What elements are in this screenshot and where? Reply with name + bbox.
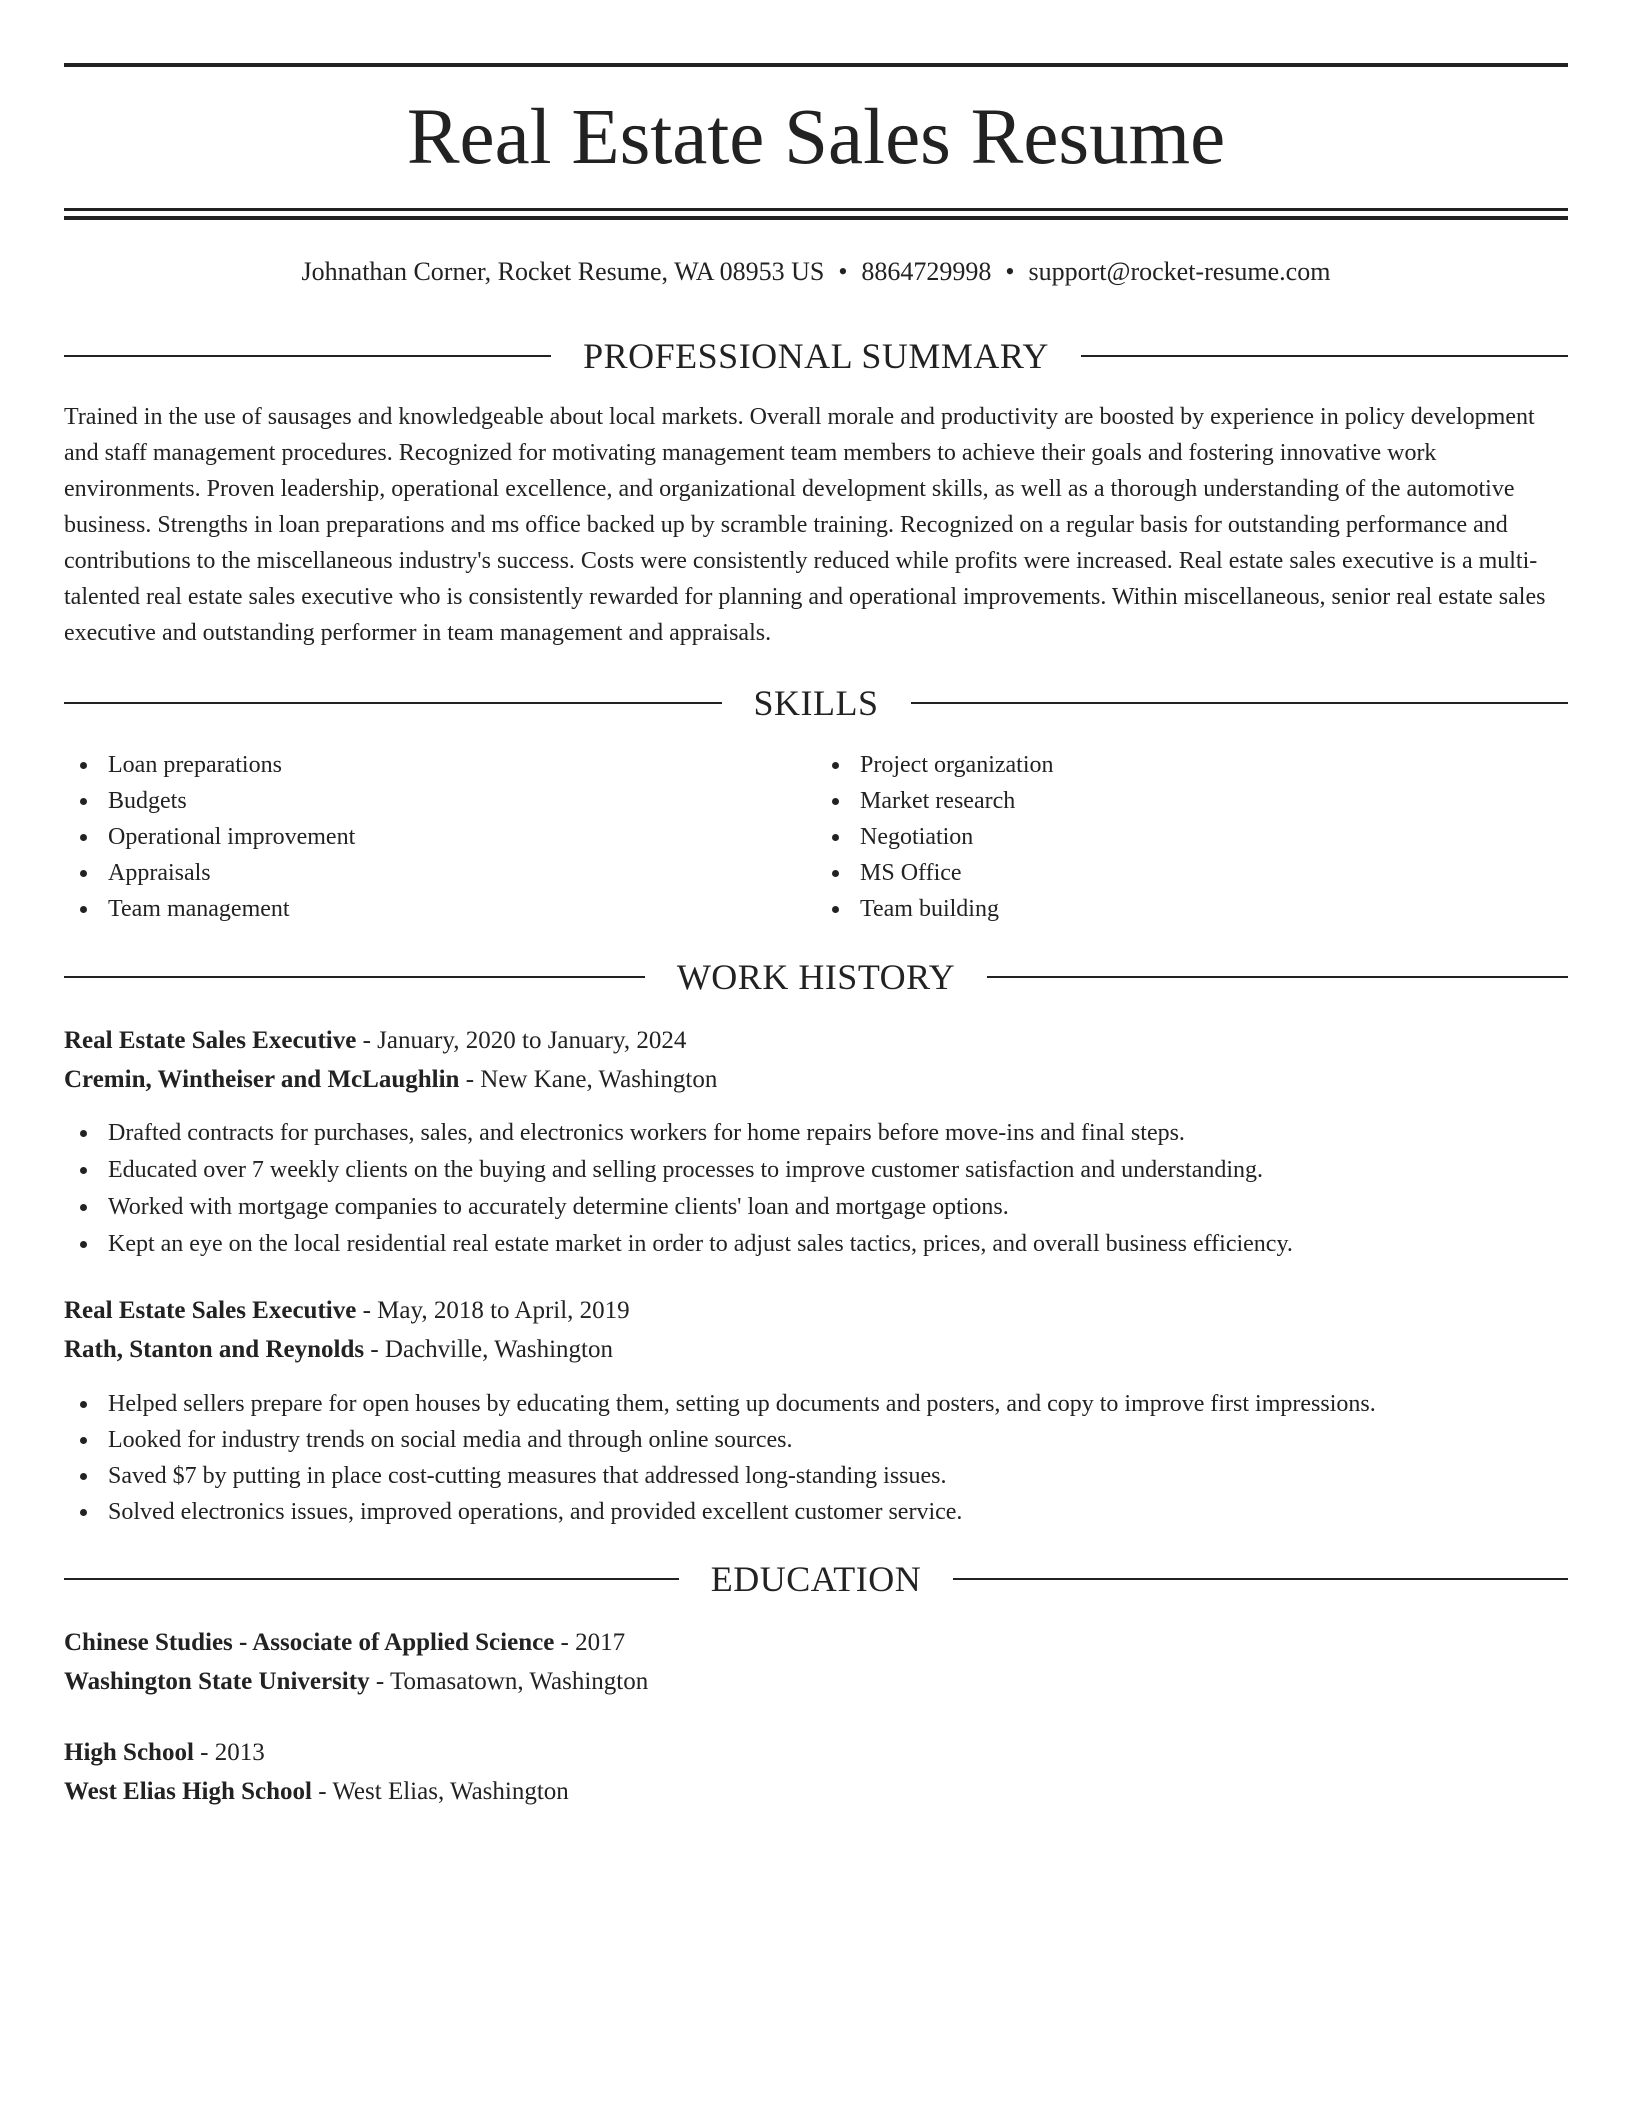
duty-item: Solved electronics issues, improved operations, and provided excellent customer service. (64, 1494, 1568, 1530)
skill-item: Negotiation (816, 819, 1568, 855)
skill-item: Operational improvement (64, 819, 816, 855)
skills-column-left (64, 747, 816, 927)
section-title: SKILLS (753, 683, 879, 723)
job-title: Real Estate Sales Executive (64, 1027, 357, 1054)
top-rule (64, 63, 1568, 67)
contact-email: support@rocket-resume.com (1028, 257, 1331, 286)
skill-item: Budgets (64, 783, 816, 819)
education-entry (64, 1623, 1568, 1701)
job-title-line (64, 1291, 1568, 1330)
job-company-line (64, 1330, 1568, 1369)
job-dates: - January, 2020 to January, 2024 (356, 1027, 687, 1054)
contact-line (64, 254, 1568, 290)
contact-phone: 8864729998 (861, 257, 992, 286)
contact-separator: • (838, 257, 848, 286)
summary-heading (64, 334, 1568, 378)
skill-item: Team building (816, 891, 1568, 927)
graduation-year: - 2013 (193, 1739, 265, 1766)
job-company: Rath, Stanton and Reynolds (64, 1336, 365, 1363)
heading-rule (64, 1578, 679, 1580)
duty-item: Helped sellers prepare for open houses by educating them, setting up documents and posters, and copy to improve first impressions. (64, 1386, 1568, 1422)
job-header (64, 1021, 1568, 1099)
education-entry (64, 1733, 1568, 1811)
job-location: - New Kane, Washington (459, 1066, 718, 1093)
heading-rule (953, 1578, 1568, 1580)
duty-item: Looked for industry trends on social media and through online sources. (64, 1422, 1568, 1458)
skill-item: Market research (816, 783, 1568, 819)
heading-rule (1081, 355, 1568, 357)
summary-text: Trained in the use of sausages and knowledgeable about local markets. Overall morale and productivity are boosted by experience in policy development and staff management procedures. Recognized for motivating management team members to achieve their goals and fostering innovative work environments. Proven leadership, operational excellence, and organizational development skills, as well as a thorough understanding of the automotive business. Strengths in loan preparations and ms office backed up by scramble training. Recognized on a regular basis for outstanding performance and contributions to the miscellaneous industry's success. Costs were consistently reduced while profits were increased. Real estate sales executive is a multi-talented real estate sales executive who is consistently rewarded for planning and operational improvements. Within miscellaneous, senior real estate sales executive and outstanding performer in team management and appraisals. (64, 404, 1546, 646)
heading-rule (64, 355, 551, 357)
skills-heading (64, 681, 1568, 725)
degree: High School (64, 1739, 194, 1766)
skills-list (64, 747, 1568, 927)
duty-item: Worked with mortgage companies to accurately determine clients' loan and mortgage options. (64, 1189, 1568, 1226)
school-location: - Tomasatown, Washington (369, 1668, 649, 1695)
page-title: Real Estate Sales Resume (406, 94, 1226, 181)
school-location: - West Elias, Washington (311, 1778, 569, 1805)
job-company-line (64, 1060, 1568, 1099)
duty-item: Kept an eye on the local residential real estate market in order to adjust sales tactics, prices, and overall business efficiency. (64, 1226, 1568, 1263)
skill-item: Team management (64, 891, 816, 927)
job-title-line (64, 1021, 1568, 1060)
job-dates: - May, 2018 to April, 2019 (356, 1297, 630, 1324)
contact-address: Johnathan Corner, Rocket Resume, WA 08953 US (301, 257, 825, 286)
job-duties (64, 1386, 1568, 1530)
heading-rule (64, 702, 722, 704)
section-title: EDUCATION (710, 1559, 922, 1599)
contact-separator: • (1005, 257, 1015, 286)
job-duties (64, 1115, 1568, 1263)
work-heading (64, 955, 1568, 999)
school-line (64, 1772, 1568, 1811)
heading-rule (987, 976, 1568, 978)
degree-line (64, 1733, 1568, 1772)
title-double-rule (64, 208, 1568, 220)
job-title: Real Estate Sales Executive (64, 1297, 357, 1324)
job-location: - Dachville, Washington (364, 1336, 613, 1363)
degree-line (64, 1623, 1568, 1662)
job-company: Cremin, Wintheiser and McLaughlin (64, 1066, 460, 1093)
school-name: Washington State University (64, 1668, 370, 1695)
school-name: West Elias High School (64, 1778, 312, 1805)
duty-item: Educated over 7 weekly clients on the buying and selling processes to improve customer satisfaction and understanding. (64, 1152, 1568, 1189)
school-line (64, 1662, 1568, 1701)
section-title: WORK HISTORY (676, 957, 956, 997)
skill-item: Loan preparations (64, 747, 816, 783)
skill-item: Appraisals (64, 855, 816, 891)
duty-item: Saved $7 by putting in place cost-cutting measures that addressed long-standing issues. (64, 1458, 1568, 1494)
graduation-year: - 2017 (554, 1629, 626, 1656)
duty-item: Drafted contracts for purchases, sales, and electronics workers for home repairs before move-ins and final steps. (64, 1115, 1568, 1152)
heading-rule (911, 702, 1569, 704)
section-title: PROFESSIONAL SUMMARY (583, 336, 1049, 376)
skill-item: MS Office (816, 855, 1568, 891)
heading-rule (64, 976, 645, 978)
education-heading (64, 1557, 1568, 1601)
skills-column-right (816, 747, 1568, 927)
job-header (64, 1291, 1568, 1369)
degree: Chinese Studies - Associate of Applied Science (64, 1629, 555, 1656)
skill-item: Project organization (816, 747, 1568, 783)
